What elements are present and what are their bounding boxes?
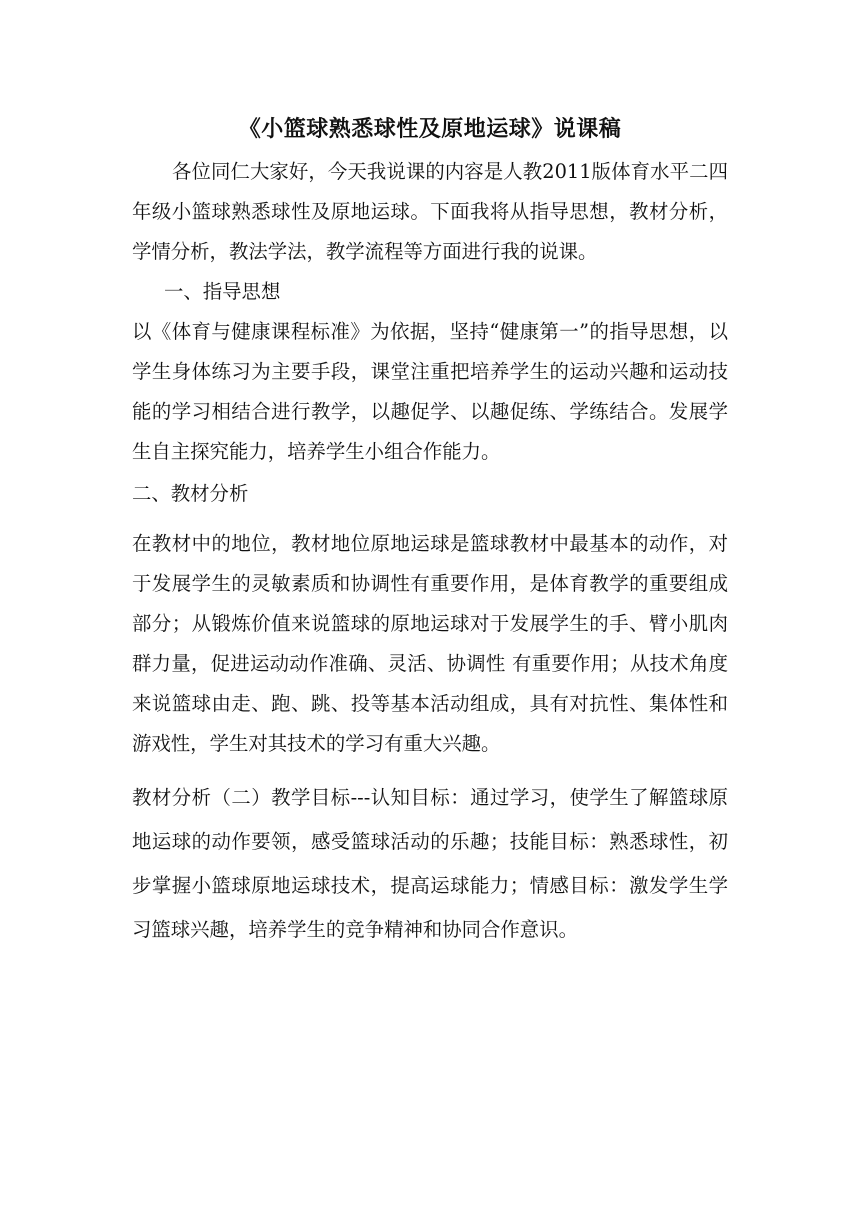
teaching-goals-paragraph: 教材分析（二）教学目标---认知目标：通过学习，使学生了解篮球原地运球的动作要领，感受篮球活动的乐趣；技能目标：熟悉球性，初步掌握小篮球原地运球技术，提高运球能力；情感目标：激发学生学习篮球兴趣，培养学生的竞争精神和协同合作意识。 [132, 786, 728, 941]
intro-paragraph: 各位同仁大家好，今天我说课的内容是人教2011版体育水平二四年级小篮球熟悉球性及原地运球。下面我将从指导思想，教材分析，学情分析，教法学法，教学流程等方面进行我的说课。 [132, 160, 728, 263]
document-body [132, 152, 728, 952]
section-heading-textbook-analysis: 二、教材分析 [132, 482, 249, 505]
document-title: 《小篮球熟悉球性及原地运球》说课稿 [238, 117, 622, 142]
textbook-analysis-paragraph: 在教材中的地位，教材地位原地运球是篮球教材中最基本的动作，对于发展学生的灵敏素质和协调性有重要作用，是体育教学的重要组成部分；从锻炼价值来说篮球的原地运球对于发展学生的手、臂小肌肉群力量，促进运动动作准确、灵活、协调性 有重要作用；从技术角度来说篮球由走、跑、跳、投等基本活动组成，具有对抗性、集体性和游戏性，学生对其技术的学习有重大兴趣。 [132, 532, 728, 755]
guiding-ideology-paragraph: 以《体育与健康课程标准》为依据，坚持“健康第一”的指导思想，以学生身体练习为主要手段，课堂注重把培养学生的运动兴趣和运动技能的学习相结合进行教学，以趣促学、以趣促练、学练结合。发展学生自主探究能力，培养学生小组合作能力。 [132, 320, 728, 463]
section-heading-guiding-ideology: 一、指导思想 [164, 280, 281, 303]
